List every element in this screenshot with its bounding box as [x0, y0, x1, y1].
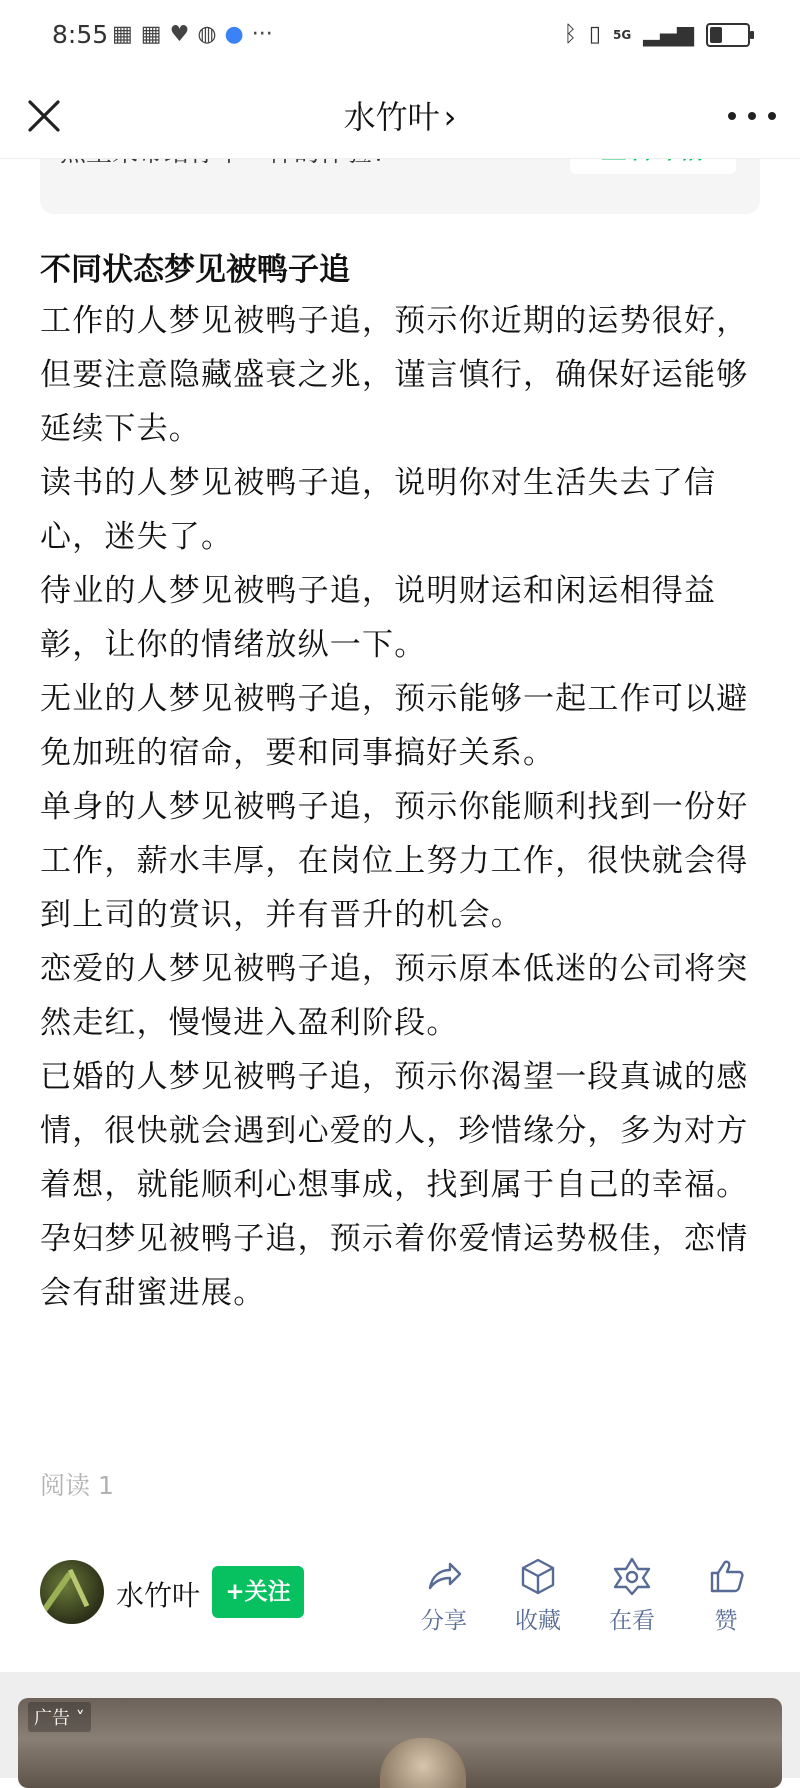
more-button[interactable]: [728, 104, 776, 128]
like-label: 赞: [714, 1608, 738, 1634]
ad-area: [0, 1672, 800, 1778]
paragraph: 恋爱的人梦见被鸭子追，预示原本低迷的公司将突然走红，慢慢进入盈利阶段。: [40, 951, 749, 1041]
ad-label-text: 广告: [34, 1708, 70, 1729]
battery-icon: [706, 23, 750, 47]
like-button[interactable]: [692, 1556, 760, 1635]
paragraph: 工作的人梦见被鸭子追，预示你近期的运势很好，但要注意隐藏盛衰之兆，谨言慎行，确保好运能够延续下去。: [40, 303, 749, 447]
cube-icon: [518, 1556, 558, 1596]
share-icon: [424, 1556, 464, 1596]
battery-fill: [710, 27, 722, 43]
nav-bar: [0, 76, 800, 159]
account-name[interactable]: 水竹叶: [343, 98, 440, 136]
more-dot: [728, 112, 736, 120]
vibrate-icon: ▯: [588, 22, 602, 47]
heart-icon: ♥: [169, 22, 190, 47]
bluetooth-icon: ᛒ: [563, 22, 577, 47]
gift-icon: ▦: [112, 22, 133, 47]
wechat-icon: ◍: [197, 22, 217, 47]
flower-icon: [612, 1556, 652, 1596]
nav-title[interactable]: [0, 92, 800, 138]
wow-label: 在看: [609, 1608, 655, 1634]
paragraph: 读书的人梦见被鸭子追，说明你对生活失去了信心，迷失了。: [40, 465, 717, 555]
ad-label[interactable]: [28, 1702, 91, 1732]
thumbs-up-icon: [706, 1556, 746, 1596]
signal-icon: ▂▄▆: [643, 22, 694, 47]
read-count: 阅读 1: [40, 1471, 114, 1500]
paragraph: 已婚的人梦见被鸭子追，预示你渴望一段真诚的感情，很快就会遇到心爱的人，珍惜缘分，多为对方着想，就能顺利心想事成，找到属于自己的幸福。: [40, 1059, 749, 1203]
chevron-right-icon: ›: [443, 98, 457, 136]
paragraph: 无业的人梦见被鸭子追，预示能够一起工作可以避免加班的宿命，要和同事搞好关系。: [40, 681, 749, 771]
follow-button[interactable]: +关注: [212, 1566, 304, 1618]
paragraph: 孕妇梦见被鸭子追，预示着你爱情运势极佳，恋情会有甜蜜进展。: [40, 1221, 749, 1311]
favorite-button[interactable]: [504, 1556, 572, 1635]
more-dot: [768, 112, 776, 120]
ad-figure: [380, 1738, 466, 1788]
action-bar: [410, 1556, 760, 1635]
paragraph: 待业的人梦见被鸭子追，说明财运和闲运相得益彰，让你的情绪放纵一下。: [40, 573, 717, 663]
status-time: 8:55: [52, 20, 109, 49]
section-heading: 不同状态梦见被鸭子追: [40, 252, 350, 288]
more-dots-icon: ···: [251, 22, 273, 47]
favorite-label: 收藏: [515, 1608, 561, 1634]
notification-icons: [112, 22, 273, 47]
app-icon: ●: [224, 22, 244, 47]
chevron-down-icon: ˅: [75, 1708, 85, 1729]
author-avatar[interactable]: [40, 1560, 104, 1624]
share-button[interactable]: [410, 1556, 478, 1635]
paragraph: 单身的人梦见被鸭子追，预示你能顺利找到一份好工作，薪水丰厚，在岗位上努力工作，很快就会得到上司的赏识，并有晋升的机会。: [40, 789, 749, 933]
network-label: 5G: [613, 27, 632, 42]
ad-image[interactable]: [18, 1698, 782, 1788]
wow-button[interactable]: [598, 1556, 666, 1635]
status-bar: [0, 0, 800, 76]
share-label: 分享: [421, 1608, 467, 1634]
author-name[interactable]: 水竹叶: [116, 1579, 201, 1612]
article-body: [40, 246, 762, 1320]
gift-icon: ▦: [140, 22, 162, 47]
author-row: [40, 1556, 760, 1636]
status-right: [564, 22, 750, 47]
more-dot: [748, 112, 756, 120]
